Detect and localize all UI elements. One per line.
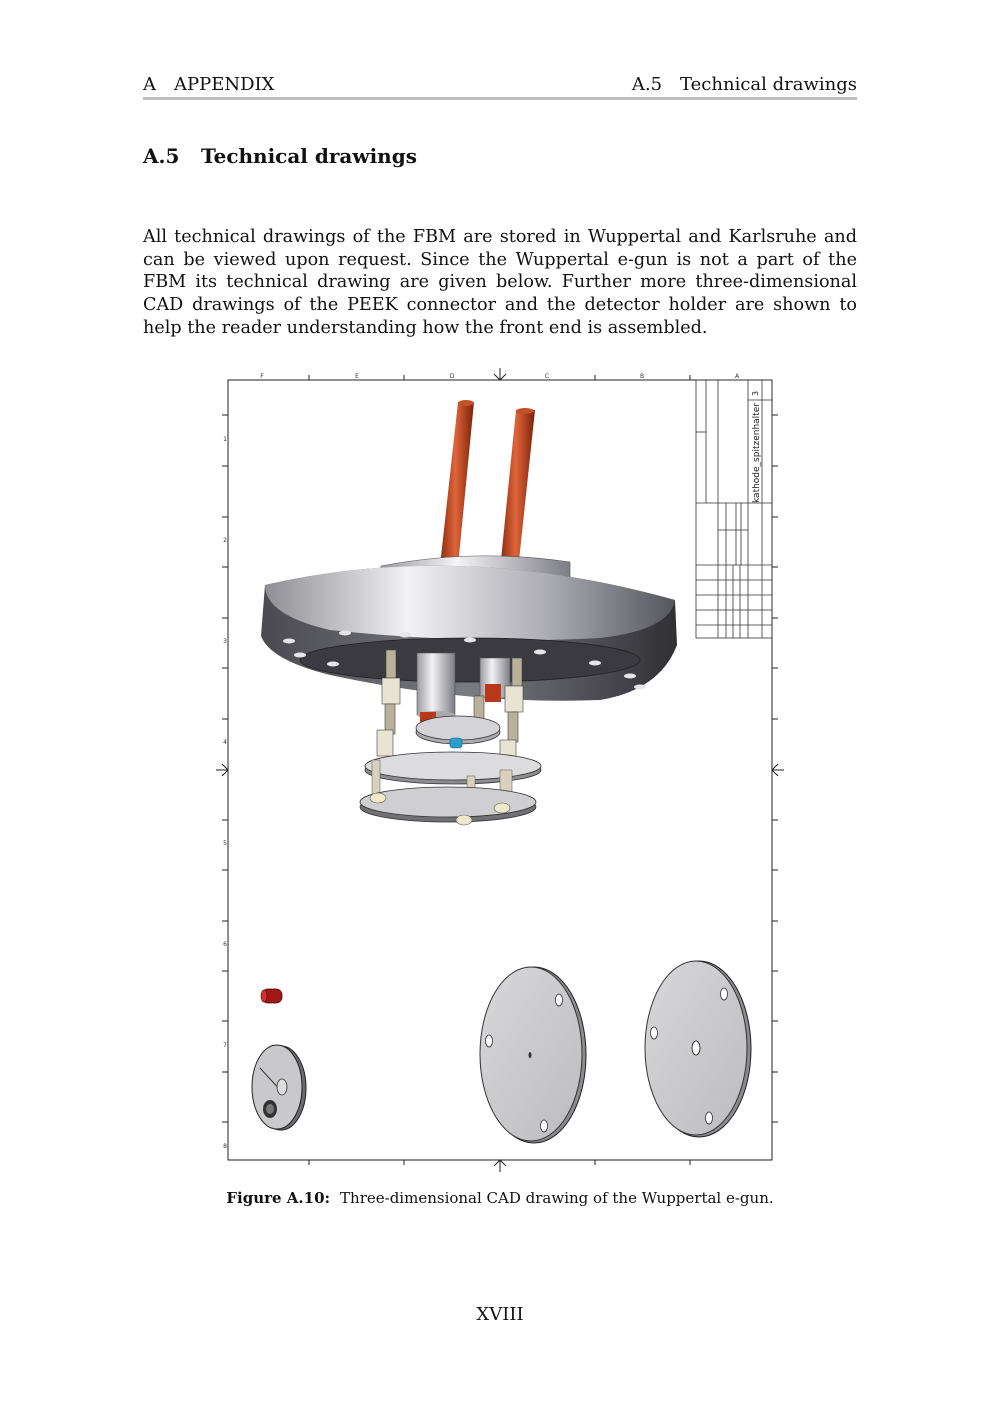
border-number: 8 [223,1143,227,1150]
body-paragraph: All technical drawings of the FBM are stored in Wuppertal and Karlsruhe and can be viewed upon request. Since the Wuppertal e-gun is not a part of the FBM its technical drawing are given below. Further more three-dimensional CAD drawings of the PEEK connector and the detector holder are shown to help the reader understanding how the front end is assembled. [143,227,857,338]
border-number: 7 [223,1042,227,1049]
title-block-name: kathode_spitzenhalter [752,403,762,503]
figure-caption-text: Three-dimensional CAD drawing of the Wuppertal e-gun. [340,1189,774,1207]
border-number: 5 [223,840,227,847]
header-right [632,74,857,95]
red-spacer-part [261,989,282,1003]
figure-caption [0,1189,1000,1207]
detector-holder-disc-middle [480,967,586,1143]
section-heading [143,144,417,168]
header-rule [143,97,857,100]
border-letter: D [449,373,455,380]
header-chapter-title: APPENDIX [174,74,275,95]
border-letter: F [260,373,264,380]
border-number: 6 [223,941,227,948]
header-section-title: Technical drawings [680,74,857,95]
title-block-sheet: 3 [751,390,760,396]
detector-holder-disc-right [645,961,751,1137]
border-number: 1 [223,436,227,443]
border-number: 4 [223,739,227,746]
page-number: XVIII [476,1304,524,1325]
header-left [143,74,274,95]
copper-rod-right [500,410,535,570]
border-letter: C [544,373,550,380]
section-title: Technical drawings [201,144,417,168]
cad-drawing [213,364,787,1176]
border-letter: E [355,373,359,380]
header-section-number: A.5 [631,74,663,95]
section-number: A.5 [143,144,180,168]
running-header [143,72,857,96]
figure-label: Figure A.10: [226,1189,331,1207]
flange-top [265,566,675,641]
border-letter: B [639,373,645,380]
cad-figure [213,364,787,1176]
header-chapter-number: A [143,74,156,95]
copper-rod-left [440,402,474,566]
border-number: 2 [223,537,227,544]
peek-connector-part [252,1045,306,1130]
border-number: 3 [223,638,227,645]
border-letter: A [734,373,740,380]
e-gun-assembly [261,400,677,825]
